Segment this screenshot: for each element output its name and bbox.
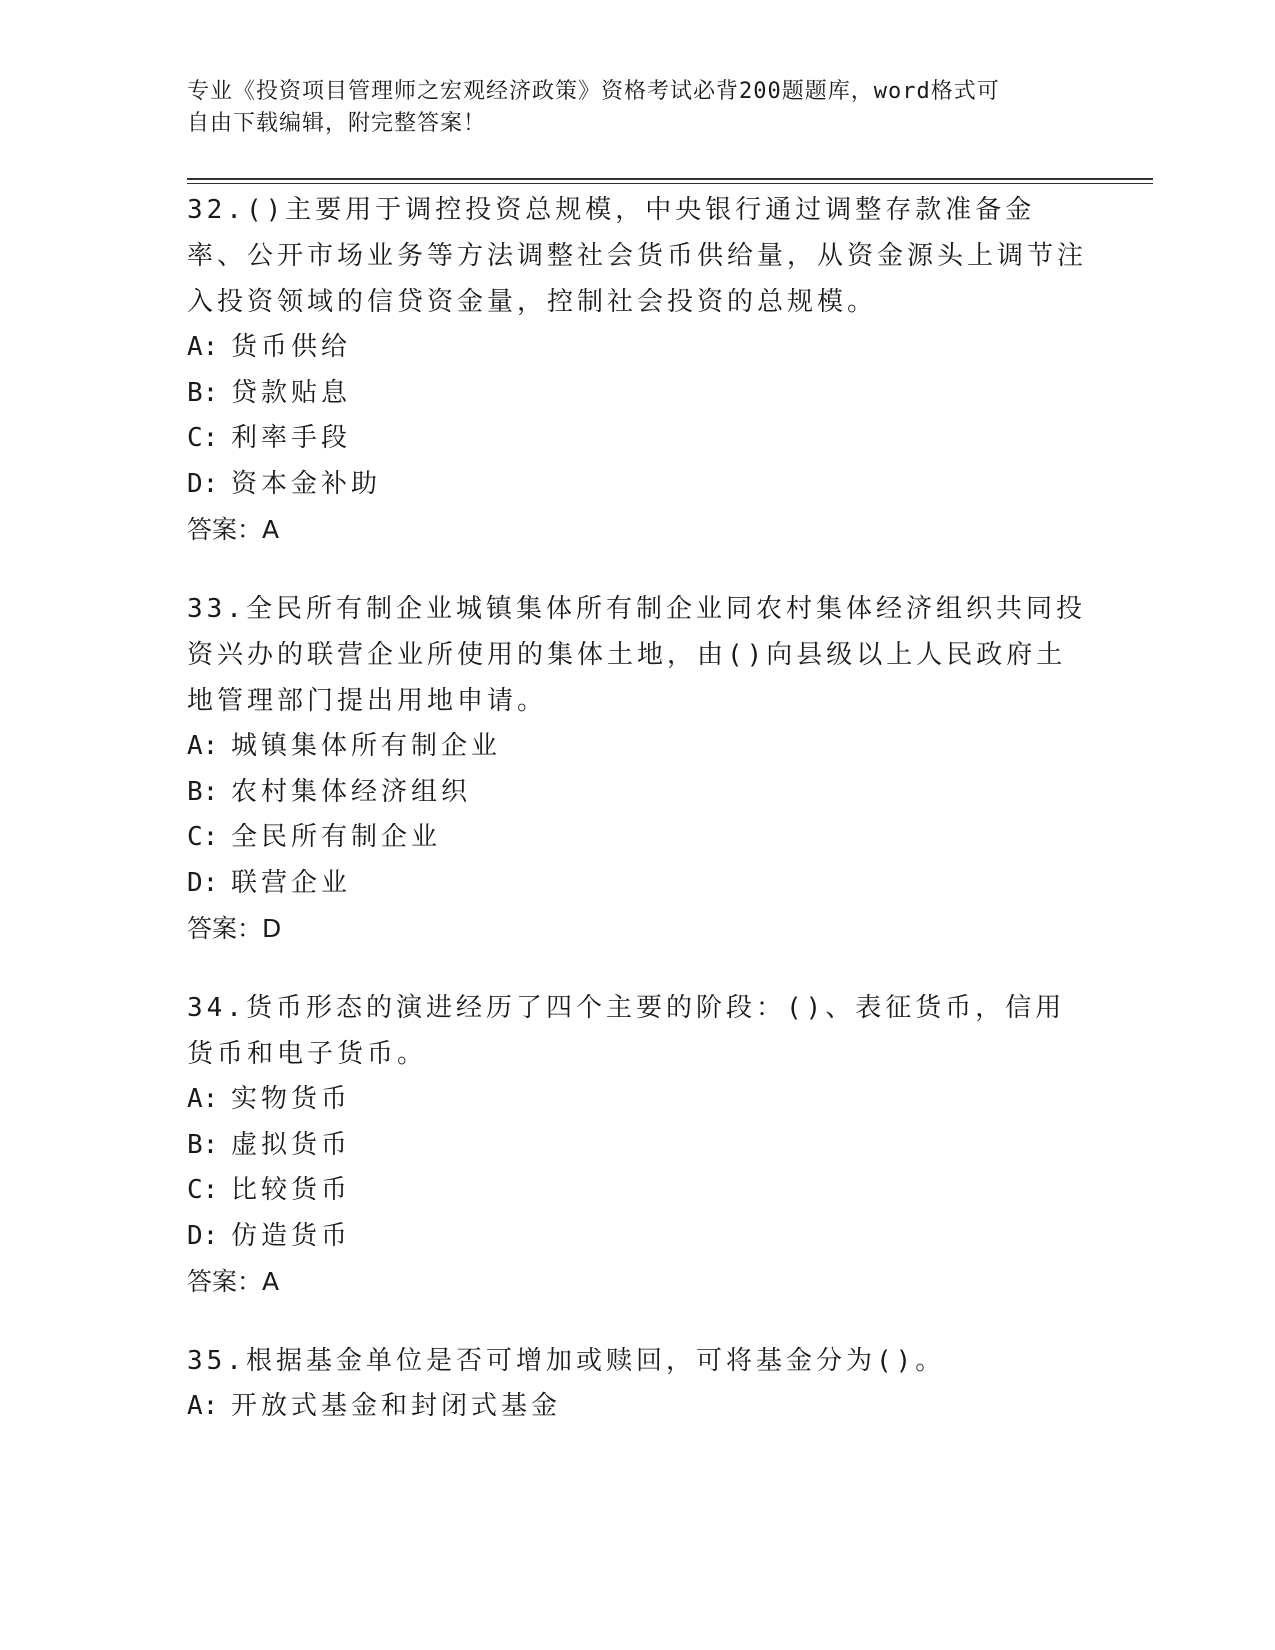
option-a (187, 325, 1087, 371)
option-b (187, 770, 1087, 816)
option-key: A: (187, 332, 219, 362)
option-key: D: (187, 468, 219, 499)
option-key: C: (187, 423, 219, 453)
option-text: 开放式基金和封闭式基金 (231, 1391, 562, 1421)
question-stem: 32.()主要用于调控投资总规模，中央银行通过调整存款准备金率、公开市场业务等方法调整社会货币供给量，从资金源头上调节注入投资领域的信贷资金量，控制社会投资的总规模。 (187, 195, 1088, 317)
option-d (187, 861, 1087, 907)
option-key: B: (187, 776, 219, 807)
option-text: 资本金补助 (231, 468, 382, 499)
option-key: B: (187, 377, 219, 408)
option-key: A: (187, 731, 219, 761)
option-key: A: (187, 1084, 219, 1114)
option-text: 联营企业 (231, 867, 352, 898)
header-line-1: 专业《投资项目管理师之宏观经济政策》资格考试必背200题题库，word格式可 (187, 79, 1000, 104)
option-key: C: (187, 822, 219, 852)
option-a (187, 724, 1087, 770)
header-line-2: 自由下载编辑，附完整答案！ (187, 111, 487, 136)
option-d (187, 462, 1087, 508)
option-b (187, 1123, 1087, 1169)
option-key: D: (187, 867, 219, 898)
question-stem: 34.货币形态的演进经历了四个主要的阶段：()、表征货币，信用货币和电子货币。 (187, 993, 1066, 1069)
option-a (187, 1077, 1087, 1123)
option-c (187, 416, 1087, 462)
option-d (187, 1214, 1087, 1260)
option-text: 实物货币 (231, 1084, 352, 1114)
option-key: B: (187, 1129, 219, 1160)
answer-line: 答案：A (187, 1267, 280, 1296)
header-divider-thick (187, 178, 1153, 180)
question-list (187, 187, 1087, 1464)
option-key: C: (187, 1175, 219, 1205)
option-a (187, 1384, 1087, 1430)
question-35 (187, 1338, 1087, 1430)
option-key: A: (187, 1391, 219, 1421)
option-c (187, 1168, 1087, 1214)
answer-line: 答案：A (187, 515, 280, 544)
question-stem: 33.全民所有制企业城镇集体所有制企业同农村集体经济组织共同投资兴办的联营企业所使用的集体土地，由()向县级以上人民政府土地管理部门提出用地申请。 (187, 594, 1086, 716)
header-divider-thin (187, 183, 1153, 184)
option-text: 贷款贴息 (231, 377, 352, 408)
answer-line: 答案：D (187, 914, 282, 943)
option-text: 城镇集体所有制企业 (231, 731, 502, 761)
question-33 (187, 586, 1087, 951)
option-text: 农村集体经济组织 (231, 776, 472, 807)
question-stem: 35.根据基金单位是否可增加或赎回，可将基金分为()。 (187, 1346, 946, 1376)
document-header (187, 76, 1067, 140)
option-text: 仿造货币 (231, 1220, 352, 1251)
question-32 (187, 187, 1087, 552)
option-b (187, 371, 1087, 417)
option-text: 货币供给 (231, 332, 352, 362)
option-text: 利率手段 (231, 423, 352, 453)
question-34 (187, 985, 1087, 1304)
option-text: 全民所有制企业 (231, 822, 442, 852)
option-text: 虚拟货币 (231, 1129, 352, 1160)
option-c (187, 815, 1087, 861)
option-text: 比较货币 (231, 1175, 352, 1205)
option-key: D: (187, 1220, 219, 1251)
